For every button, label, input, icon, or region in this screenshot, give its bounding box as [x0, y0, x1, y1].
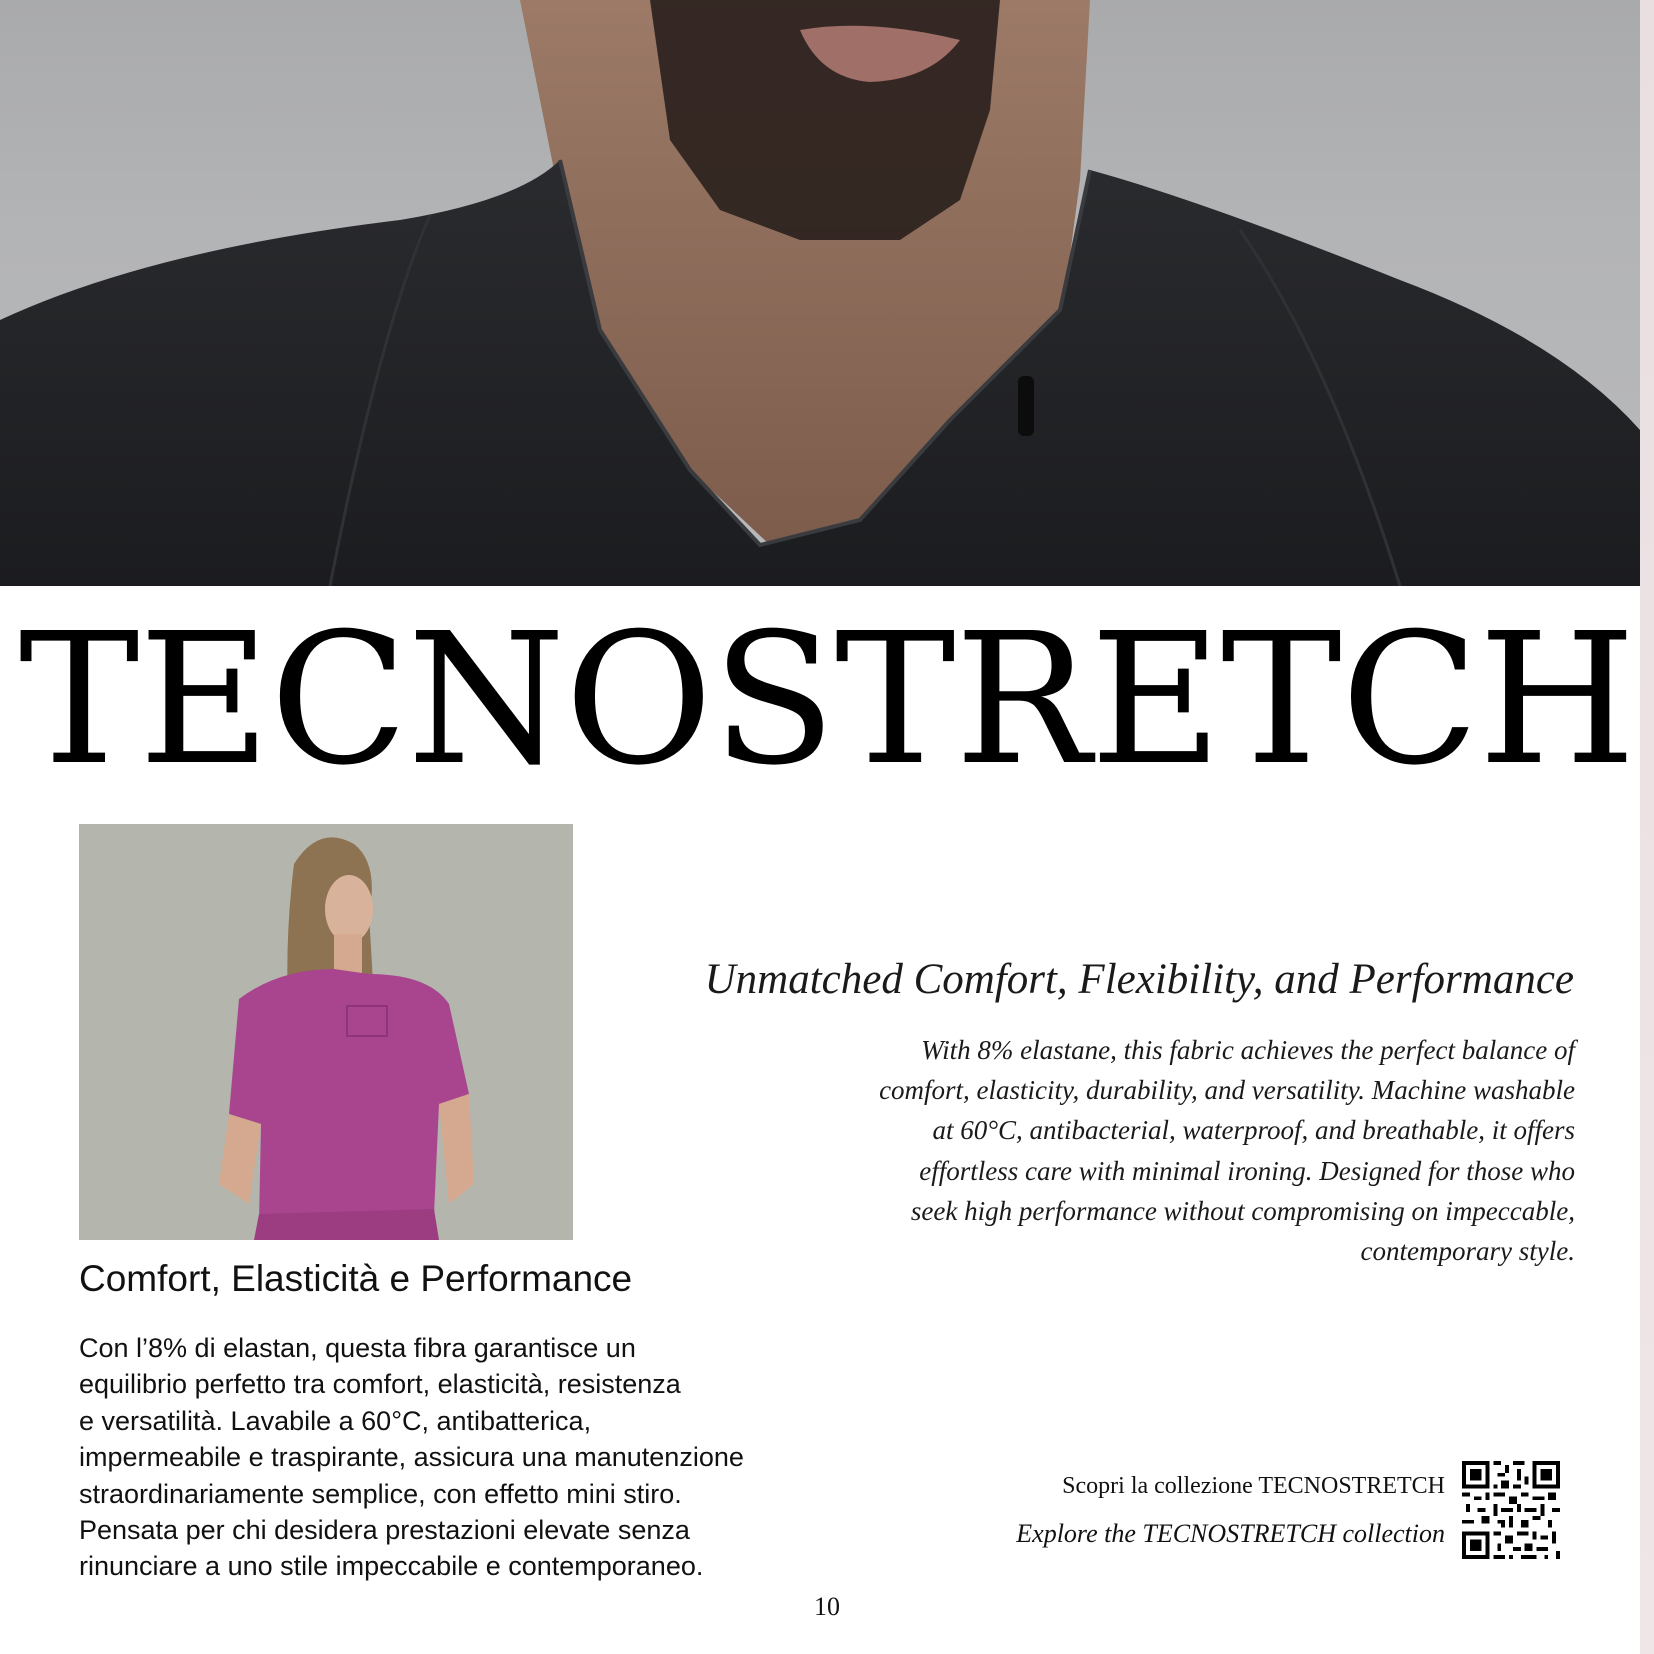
italian-description: Con l’8% di elastan, questa fibra garantisce un equilibrio perfetto tra comfort, elasticità, resistenza e versatilità. Lavabile a 60°C, antibatterica, impermeabile e traspirante, assicura una manutenzione straordinariamente semplice, con effetto mini stiro. Pensata per chi desidera prestazioni elevate senza rinunciare a uno stile impeccabile e contemporaneo. [79, 1333, 744, 1582]
woman-pink-scrub-illustration [79, 824, 573, 1240]
english-heading: Unmatched Comfort, Flexibility, and Performance [704, 956, 1574, 1003]
italian-heading: Comfort, Elasticità e Performance [79, 1258, 633, 1299]
collection-link-italian: Scopri la collezione TECNOSTRETCH [1062, 1473, 1445, 1499]
hero-photo [0, 0, 1640, 586]
qr-code-icon[interactable] [1462, 1461, 1560, 1559]
page-edge [1640, 0, 1654, 1654]
english-description: With 8% elastane, this fabric achieves the perfect balance of comfort, elasticity, durability, and versatility. Machine washable at 60°C, antibacterial, waterproof, and breathable, it offers effortless care with minimal ironing. Designed for those who seek high performance without compromising on impeccable, contemporary style. [879, 1035, 1575, 1267]
page-number: 10 [814, 1592, 840, 1621]
collection-title: TECNOSTRETCH [18, 594, 1636, 805]
hero-illustration [0, 0, 1640, 586]
collection-link-english: Explore the TECNOSTRETCH collection [1016, 1519, 1445, 1548]
product-photo [79, 824, 573, 1240]
